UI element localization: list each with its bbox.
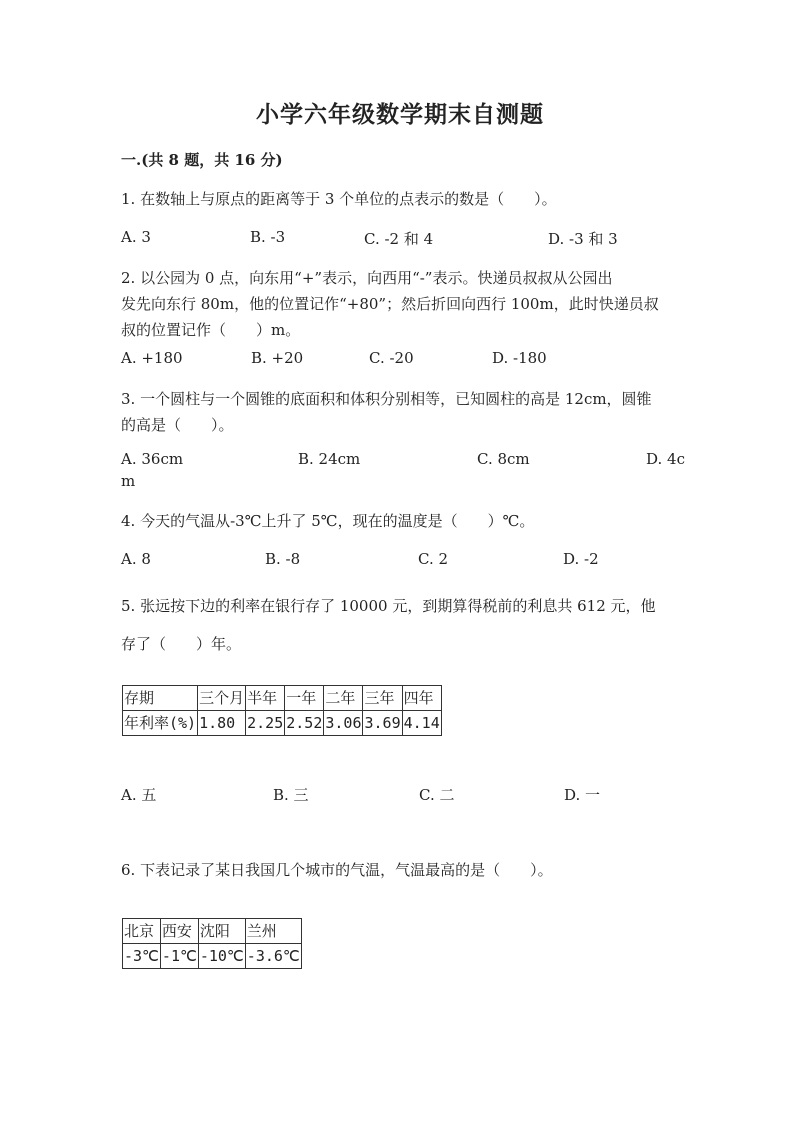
- table-row: [123, 711, 442, 736]
- option-a: A. 3: [121, 228, 151, 246]
- option-c: C. -20: [369, 349, 414, 367]
- question-2-line-2: 发先向东行 80m，他的位置记作“+80”；然后折回向西行 100m，此时快递员叔: [121, 295, 659, 313]
- option-d: D. 4c: [646, 450, 685, 468]
- option-a: A. 8: [121, 550, 151, 568]
- table-cell: 西安: [160, 919, 198, 944]
- table-row: [123, 686, 442, 711]
- question-2-line-1: 2. 以公园为 0 点，向东用“+”表示，向西用“-”表示。快递员叔叔从公园出: [121, 269, 613, 287]
- question-4-options: [121, 550, 681, 572]
- table-row: [123, 944, 302, 969]
- option-d: D. 一: [564, 786, 601, 804]
- question-1-options: [121, 228, 681, 250]
- question-5-line-2: 存了（ ）年。: [121, 635, 242, 653]
- table-cell: 3.06: [324, 711, 363, 736]
- table-cell: 2.52: [285, 711, 324, 736]
- option-c: C. 2: [418, 550, 449, 568]
- option-b: B. -3: [250, 228, 286, 246]
- option-b: B. 24cm: [298, 450, 361, 468]
- table-cell: -10℃: [198, 944, 245, 969]
- option-d-wrap: m: [121, 472, 136, 490]
- question-6-text: 6. 下表记录了某日我国几个城市的气温，气温最高的是（ ）。: [121, 861, 553, 879]
- table-cell: -3℃: [123, 944, 161, 969]
- question-3-line-1: 3. 一个圆柱与一个圆锥的底面积和体积分别相等，已知圆柱的高是 12cm，圆锥: [121, 390, 652, 408]
- question-1: [121, 186, 681, 212]
- option-c: C. -2 和 4: [364, 230, 434, 248]
- table-cell: 4.14: [402, 711, 441, 736]
- question-1-text: 1. 在数轴上与原点的距离等于 3 个单位的点表示的数是（ ）。: [121, 190, 557, 208]
- page-title: 小学六年级数学期末自测题: [256, 101, 544, 128]
- table-cell: 四年: [402, 686, 441, 711]
- option-a: A. 36cm: [121, 450, 184, 468]
- table-row: [123, 919, 302, 944]
- option-a: A. +180: [121, 349, 183, 367]
- table-cell: 3.69: [363, 711, 402, 736]
- table-cell: -1℃: [160, 944, 198, 969]
- option-c: C. 8cm: [477, 450, 530, 468]
- option-a: A. 五: [121, 786, 157, 804]
- table-cell: 年利率(%): [123, 711, 198, 736]
- option-d: D. -2: [563, 550, 599, 568]
- option-b: B. 三: [273, 786, 309, 804]
- option-c: C. 二: [419, 786, 455, 804]
- option-d: D. -3 和 3: [548, 230, 618, 248]
- question-4: [121, 508, 681, 534]
- table-cell: 三年: [363, 686, 402, 711]
- question-5-options: [121, 784, 681, 806]
- question-6: [121, 857, 681, 883]
- question-2-options: [121, 349, 681, 371]
- table-cell: 2.25: [246, 711, 285, 736]
- table-cell: 北京: [123, 919, 161, 944]
- question-2: [121, 265, 681, 343]
- interest-rate-table: [122, 685, 442, 736]
- table-cell: 一年: [285, 686, 324, 711]
- table-cell: 存期: [123, 686, 198, 711]
- question-5-line-1: 5. 张远按下边的利率在银行存了 10000 元，到期算得税前的利息共 612 元，他: [121, 597, 656, 615]
- table-cell: -3.6℃: [245, 944, 301, 969]
- table-cell: 二年: [324, 686, 363, 711]
- table-cell: 三个月: [198, 686, 246, 711]
- question-5: [121, 587, 681, 663]
- option-b: B. -8: [265, 550, 301, 568]
- option-b: B. +20: [251, 349, 304, 367]
- question-3: [121, 386, 681, 438]
- city-temperature-table: [122, 918, 302, 969]
- question-4-text: 4. 今天的气温从-3℃上升了 5℃，现在的温度是（ ）℃。: [121, 512, 535, 530]
- question-3-options: [121, 450, 685, 498]
- question-2-line-3: 叔的位置记作（ ）m。: [121, 321, 301, 339]
- question-3-line-2: 的高是（ ）。: [121, 416, 234, 434]
- option-d: D. -180: [492, 349, 547, 367]
- table-cell: 沈阳: [198, 919, 245, 944]
- table-cell: 兰州: [245, 919, 301, 944]
- table-cell: 半年: [246, 686, 285, 711]
- section-heading: 一.(共 8 题，共 16 分): [121, 151, 283, 169]
- table-cell: 1.80: [198, 711, 246, 736]
